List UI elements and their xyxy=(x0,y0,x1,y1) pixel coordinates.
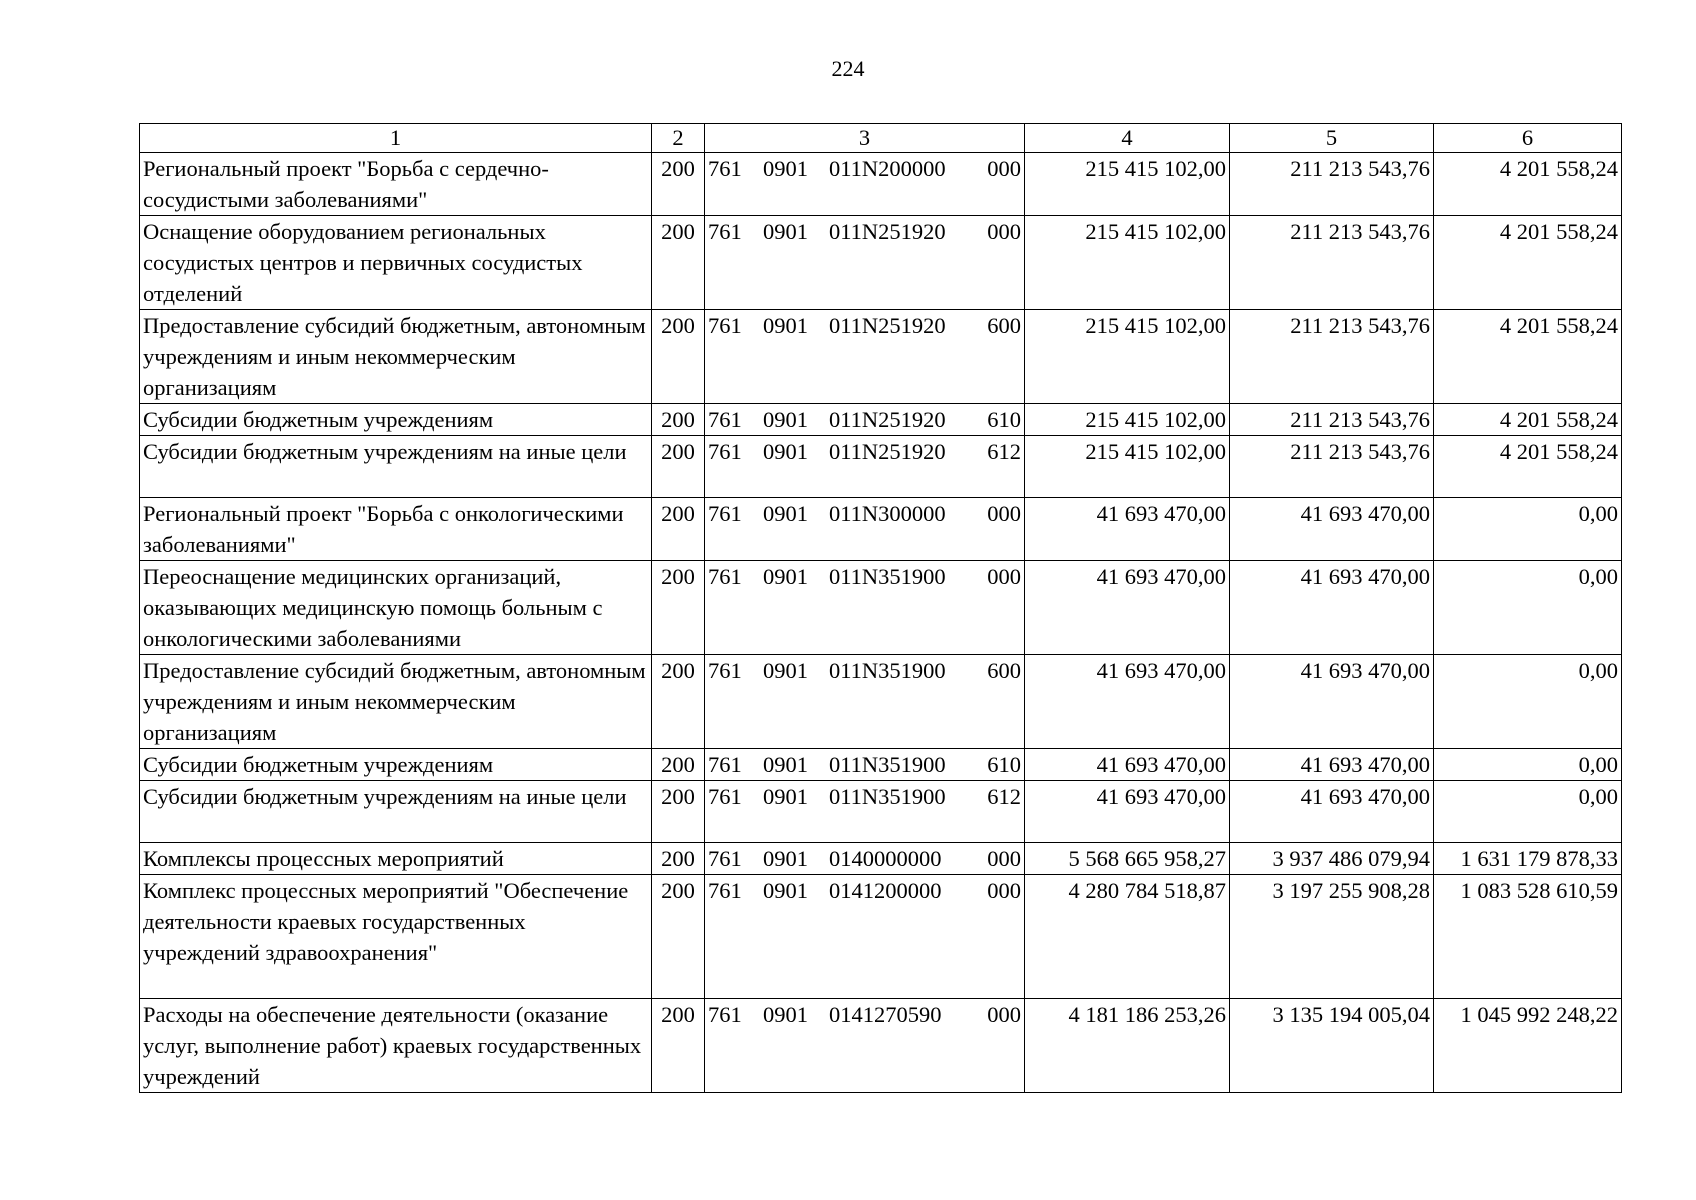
row-column-2: 200 xyxy=(652,404,705,436)
code-part-2: 0901 xyxy=(763,564,808,589)
row-column-2: 200 xyxy=(652,216,705,310)
table-row xyxy=(140,749,1622,781)
code-part-3: 011N351900 xyxy=(829,658,946,683)
code-part-1: 761 xyxy=(708,501,742,526)
code-parts xyxy=(708,216,1021,247)
row-description: Расходы на обеспечение деятельности (оказание услуг, выполнение работ) краевых государственных учреждений xyxy=(140,999,652,1093)
row-value-6: 1 083 528 610,59 xyxy=(1434,875,1622,999)
code-part-3: 011N351900 xyxy=(829,784,946,809)
row-value-6: 4 201 558,24 xyxy=(1434,310,1622,404)
row-code xyxy=(705,561,1025,655)
row-value-6: 4 201 558,24 xyxy=(1434,436,1622,498)
row-description: Комплексы процессных мероприятий xyxy=(140,843,652,875)
code-parts xyxy=(708,404,1021,435)
code-parts xyxy=(708,749,1021,780)
code-parts xyxy=(708,436,1021,467)
code-part-1: 761 xyxy=(708,784,742,809)
row-description: Переоснащение медицинских организаций, оказывающих медицинскую помощь больным с онкологическими заболеваниями xyxy=(140,561,652,655)
row-code xyxy=(705,875,1025,999)
row-value-5: 211 213 543,76 xyxy=(1230,216,1434,310)
row-code xyxy=(705,310,1025,404)
code-part-1: 761 xyxy=(708,439,742,464)
code-part-4: 610 xyxy=(987,407,1021,432)
code-part-3: 0141270590 xyxy=(829,1002,942,1027)
row-code xyxy=(705,153,1025,216)
row-code xyxy=(705,404,1025,436)
row-column-2: 200 xyxy=(652,153,705,216)
row-value-4: 41 693 470,00 xyxy=(1025,561,1230,655)
code-part-1: 761 xyxy=(708,752,742,777)
code-parts xyxy=(708,498,1021,529)
code-part-1: 761 xyxy=(708,156,742,181)
row-column-2: 200 xyxy=(652,749,705,781)
code-part-3: 011N251920 xyxy=(829,219,946,244)
table-row xyxy=(140,404,1622,436)
row-value-6: 0,00 xyxy=(1434,781,1622,843)
row-value-6: 4 201 558,24 xyxy=(1434,216,1622,310)
code-part-2: 0901 xyxy=(763,313,808,338)
row-description: Региональный проект "Борьба с онкологическими заболеваниями" xyxy=(140,498,652,561)
row-column-2: 200 xyxy=(652,561,705,655)
row-value-4: 4 181 186 253,26 xyxy=(1025,999,1230,1093)
code-part-2: 0901 xyxy=(763,156,808,181)
code-part-3: 011N200000 xyxy=(829,156,946,181)
code-part-2: 0901 xyxy=(763,219,808,244)
code-parts xyxy=(708,843,1021,874)
code-part-2: 0901 xyxy=(763,878,808,903)
code-part-3: 0140000000 xyxy=(829,846,942,871)
header-cell: 3 xyxy=(705,124,1025,153)
code-part-4: 000 xyxy=(987,878,1021,903)
code-part-2: 0901 xyxy=(763,501,808,526)
header-cell: 5 xyxy=(1230,124,1434,153)
row-value-6: 4 201 558,24 xyxy=(1434,404,1622,436)
row-code xyxy=(705,216,1025,310)
row-value-5: 41 693 470,00 xyxy=(1230,498,1434,561)
code-parts xyxy=(708,561,1021,592)
row-description: Субсидии бюджетным учреждениям xyxy=(140,749,652,781)
code-part-4: 610 xyxy=(987,752,1021,777)
row-value-4: 41 693 470,00 xyxy=(1025,655,1230,749)
row-value-4: 41 693 470,00 xyxy=(1025,749,1230,781)
row-value-5: 3 197 255 908,28 xyxy=(1230,875,1434,999)
row-value-6: 0,00 xyxy=(1434,655,1622,749)
row-value-4: 215 415 102,00 xyxy=(1025,404,1230,436)
row-value-5: 211 213 543,76 xyxy=(1230,153,1434,216)
table-row xyxy=(140,498,1622,561)
row-value-6: 0,00 xyxy=(1434,498,1622,561)
row-value-4: 41 693 470,00 xyxy=(1025,781,1230,843)
row-description: Субсидии бюджетным учреждениям xyxy=(140,404,652,436)
header-cell: 1 xyxy=(140,124,652,153)
row-description: Региональный проект "Борьба с сердечно-сосудистыми заболеваниями" xyxy=(140,153,652,216)
row-column-2: 200 xyxy=(652,999,705,1093)
code-part-2: 0901 xyxy=(763,407,808,432)
row-column-2: 200 xyxy=(652,310,705,404)
code-part-2: 0901 xyxy=(763,784,808,809)
row-description: Субсидии бюджетным учреждениям на иные цели xyxy=(140,436,652,498)
row-value-6: 0,00 xyxy=(1434,561,1622,655)
row-value-5: 41 693 470,00 xyxy=(1230,655,1434,749)
row-code xyxy=(705,843,1025,875)
row-value-4: 5 568 665 958,27 xyxy=(1025,843,1230,875)
row-column-2: 200 xyxy=(652,843,705,875)
code-parts xyxy=(708,781,1021,812)
code-part-2: 0901 xyxy=(763,752,808,777)
code-part-1: 761 xyxy=(708,313,742,338)
row-value-5: 41 693 470,00 xyxy=(1230,561,1434,655)
code-part-3: 011N251920 xyxy=(829,439,946,464)
code-part-3: 011N251920 xyxy=(829,313,946,338)
row-value-5: 41 693 470,00 xyxy=(1230,749,1434,781)
code-part-3: 011N351900 xyxy=(829,752,946,777)
row-value-5: 3 135 194 005,04 xyxy=(1230,999,1434,1093)
row-value-4: 215 415 102,00 xyxy=(1025,153,1230,216)
code-parts xyxy=(708,153,1021,184)
row-value-5: 3 937 486 079,94 xyxy=(1230,843,1434,875)
row-code xyxy=(705,999,1025,1093)
row-value-4: 41 693 470,00 xyxy=(1025,498,1230,561)
code-part-3: 011N251920 xyxy=(829,407,946,432)
row-value-4: 215 415 102,00 xyxy=(1025,216,1230,310)
code-part-1: 761 xyxy=(708,846,742,871)
code-part-4: 000 xyxy=(987,156,1021,181)
header-cell: 6 xyxy=(1434,124,1622,153)
row-value-6: 0,00 xyxy=(1434,749,1622,781)
code-parts xyxy=(708,655,1021,686)
table-row xyxy=(140,310,1622,404)
header-cell: 4 xyxy=(1025,124,1230,153)
code-part-1: 761 xyxy=(708,658,742,683)
row-value-6: 1 631 179 878,33 xyxy=(1434,843,1622,875)
code-part-4: 612 xyxy=(987,439,1021,464)
table-row xyxy=(140,436,1622,498)
code-part-3: 011N351900 xyxy=(829,564,946,589)
row-column-2: 200 xyxy=(652,498,705,561)
row-description: Субсидии бюджетным учреждениям на иные цели xyxy=(140,781,652,843)
code-part-4: 000 xyxy=(987,501,1021,526)
code-part-1: 761 xyxy=(708,1002,742,1027)
code-part-4: 000 xyxy=(987,219,1021,244)
row-code xyxy=(705,655,1025,749)
code-part-4: 612 xyxy=(987,784,1021,809)
row-column-2: 200 xyxy=(652,655,705,749)
code-part-2: 0901 xyxy=(763,846,808,871)
table-body xyxy=(140,153,1622,1093)
row-code xyxy=(705,781,1025,843)
code-part-3: 011N300000 xyxy=(829,501,946,526)
row-value-5: 211 213 543,76 xyxy=(1230,310,1434,404)
code-part-2: 0901 xyxy=(763,439,808,464)
table-row xyxy=(140,781,1622,843)
code-part-4: 600 xyxy=(987,658,1021,683)
code-part-3: 0141200000 xyxy=(829,878,942,903)
table-row xyxy=(140,153,1622,216)
row-value-4: 4 280 784 518,87 xyxy=(1025,875,1230,999)
row-value-4: 215 415 102,00 xyxy=(1025,436,1230,498)
row-code xyxy=(705,436,1025,498)
row-column-2: 200 xyxy=(652,875,705,999)
code-part-4: 000 xyxy=(987,1002,1021,1027)
code-parts xyxy=(708,999,1021,1030)
row-column-2: 200 xyxy=(652,436,705,498)
table-row xyxy=(140,216,1622,310)
code-parts xyxy=(708,310,1021,341)
table-row xyxy=(140,875,1622,999)
row-description: Предоставление субсидий бюджетным, автономным учреждениям и иным некоммерческим организациям xyxy=(140,655,652,749)
row-value-5: 211 213 543,76 xyxy=(1230,404,1434,436)
row-code xyxy=(705,498,1025,561)
code-parts xyxy=(708,875,1021,906)
row-value-5: 211 213 543,76 xyxy=(1230,436,1434,498)
row-value-4: 215 415 102,00 xyxy=(1025,310,1230,404)
row-value-6: 4 201 558,24 xyxy=(1434,153,1622,216)
row-value-5: 41 693 470,00 xyxy=(1230,781,1434,843)
row-code xyxy=(705,749,1025,781)
code-part-4: 000 xyxy=(987,564,1021,589)
code-part-2: 0901 xyxy=(763,1002,808,1027)
table-row xyxy=(140,655,1622,749)
row-description: Оснащение оборудованием региональных сосудистых центров и первичных сосудистых отделений xyxy=(140,216,652,310)
code-part-1: 761 xyxy=(708,407,742,432)
code-part-2: 0901 xyxy=(763,658,808,683)
table-row xyxy=(140,843,1622,875)
code-part-1: 761 xyxy=(708,878,742,903)
row-value-6: 1 045 992 248,22 xyxy=(1434,999,1622,1093)
code-part-4: 000 xyxy=(987,846,1021,871)
row-description: Комплекс процессных мероприятий "Обеспечение деятельности краевых государственных учреждений здравоохранения" xyxy=(140,875,652,999)
row-description: Предоставление субсидий бюджетным, автономным учреждениям и иным некоммерческим организациям xyxy=(140,310,652,404)
table-row xyxy=(140,561,1622,655)
table-row xyxy=(140,999,1622,1093)
table-header-row xyxy=(140,124,1622,153)
code-part-1: 761 xyxy=(708,219,742,244)
code-part-4: 600 xyxy=(987,313,1021,338)
header-cell: 2 xyxy=(652,124,705,153)
code-part-1: 761 xyxy=(708,564,742,589)
page-number: 224 xyxy=(831,56,865,81)
budget-table xyxy=(139,123,1622,1093)
row-column-2: 200 xyxy=(652,781,705,843)
